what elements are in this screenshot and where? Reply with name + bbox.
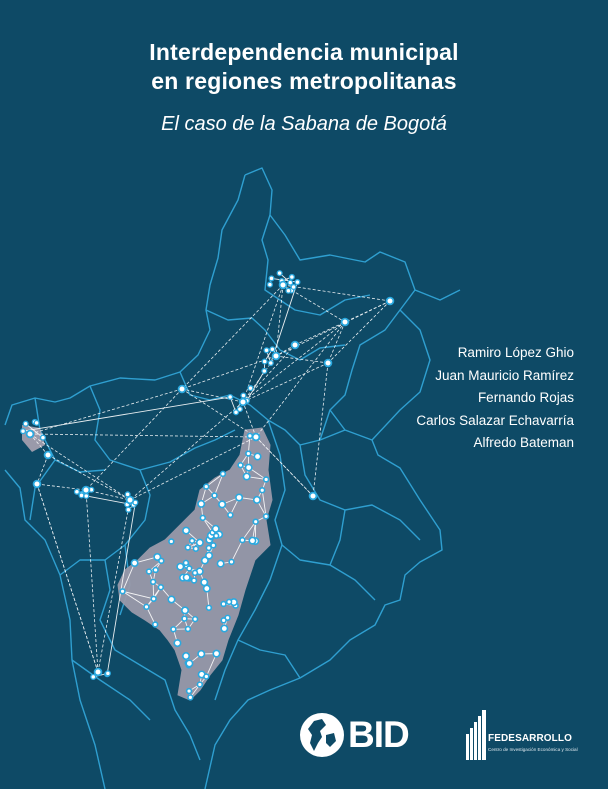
network-link (313, 363, 328, 496)
municipality-node (187, 689, 192, 694)
municipality-node (240, 399, 247, 406)
author-2: Juan Mauricio Ramírez (435, 367, 574, 383)
municipality-node (288, 280, 293, 285)
municipality-node (95, 669, 102, 676)
municipality-node (169, 539, 174, 544)
network-link (30, 389, 182, 434)
fedesarrollo-wordmark: FEDESARROLLO (488, 733, 572, 744)
municipality-node (219, 501, 225, 507)
municipality-node (158, 585, 163, 590)
municipality-node (236, 494, 242, 500)
municipality-node (126, 507, 131, 512)
municipality-node (91, 675, 96, 680)
municipality-node (254, 453, 260, 459)
municipality-node (186, 627, 191, 632)
municipality-node (45, 452, 52, 459)
municipality-node (131, 560, 137, 566)
municipality-node (27, 431, 34, 438)
municipality-node (183, 527, 189, 533)
municipality-node (212, 493, 217, 498)
municipality-node (174, 640, 180, 646)
municipality-node (249, 537, 255, 543)
network-link (256, 322, 345, 437)
municipality-node (192, 578, 197, 583)
network-link (37, 484, 98, 672)
author-3: Fernando Rojas (477, 390, 574, 405)
municipality-node (153, 568, 158, 573)
municipality-node (186, 660, 192, 666)
municipality-node (147, 569, 152, 574)
title-line-1: Interdependencia municipal (149, 39, 459, 65)
municipality-node (228, 395, 233, 400)
municipality-node (74, 489, 79, 494)
municipality-node (179, 386, 186, 393)
municipality-node (264, 514, 269, 519)
municipality-node (168, 596, 174, 602)
municipality-node (185, 545, 190, 550)
municipality-node (277, 271, 282, 276)
fedesarrollo-tagline: Centro de Investigación Económica y Social (488, 747, 578, 752)
municipality-node (190, 538, 195, 543)
municipality-node (197, 539, 203, 545)
municipality-node (295, 280, 300, 285)
municipality-node (291, 285, 296, 290)
network-link (37, 484, 86, 490)
municipality-node (243, 473, 249, 479)
municipality-node (234, 410, 239, 415)
municipality-node (204, 484, 209, 489)
municipality-node (262, 369, 267, 374)
network-link (328, 322, 345, 363)
municipality-node (153, 622, 158, 627)
municipality-node (200, 515, 205, 520)
municipality-node (183, 574, 189, 580)
municipality-node (264, 477, 269, 482)
municipality-node (292, 342, 299, 349)
municipality-node (248, 433, 253, 438)
municipality-node (188, 695, 193, 700)
fedesarrollo-logo (466, 708, 584, 762)
municipality-node (289, 275, 294, 280)
municipality-node (34, 481, 41, 488)
municipality-node (246, 451, 251, 456)
municipality-node (84, 494, 89, 499)
author-list (416, 342, 574, 455)
municipality-node (206, 552, 212, 558)
municipality-node (241, 393, 246, 398)
municipality-node (198, 501, 204, 507)
municipality-node (254, 497, 260, 503)
network-link (30, 434, 130, 500)
municipality-node (229, 559, 234, 564)
municipality-node (387, 298, 394, 305)
municipality-node (105, 671, 110, 676)
municipality-node (213, 650, 219, 656)
municipality-node (201, 579, 207, 585)
municipality-node (221, 625, 227, 631)
globe-icon (300, 713, 344, 757)
network-link (37, 455, 48, 484)
municipality-node (269, 276, 274, 281)
municipality-node (198, 651, 204, 657)
municipality-node (204, 585, 210, 591)
network-link (86, 490, 98, 672)
municipality-node (193, 546, 198, 551)
municipality-node (240, 538, 245, 543)
municipality-node (221, 471, 226, 476)
municipality-node (342, 319, 349, 326)
municipality-node (204, 674, 209, 679)
municipality-node (253, 434, 260, 441)
municipality-node (227, 599, 232, 604)
network-link (86, 389, 182, 490)
municipality-node (213, 526, 219, 532)
book-subtitle: El caso de la Sabana de Bogotá (161, 113, 447, 135)
author-5: Alfredo Bateman (473, 435, 574, 450)
municipality-node (183, 653, 189, 659)
municipality-node (21, 429, 26, 434)
municipality-node (182, 616, 187, 621)
municipality-node (264, 348, 269, 353)
municipality-node (310, 493, 317, 500)
municipality-node (262, 359, 267, 364)
municipality-node (273, 353, 280, 360)
municipality-node (248, 386, 253, 391)
municipality-node (193, 570, 198, 575)
municipality-node (151, 596, 156, 601)
municipality-node (127, 497, 134, 504)
municipality-node (187, 566, 192, 571)
municipality-node (34, 420, 39, 425)
municipality-node (154, 554, 160, 560)
municipality-node (268, 361, 273, 366)
municipality-node (151, 579, 156, 584)
network-link (30, 434, 256, 437)
network-link (283, 285, 390, 301)
title-line-2: en regiones metropolitanas (151, 68, 457, 94)
municipality-node (83, 487, 90, 494)
municipality-node (171, 627, 176, 632)
network-link (182, 285, 283, 389)
municipality-node (182, 607, 188, 613)
municipality-node (260, 488, 265, 493)
municipality-node (286, 288, 291, 293)
municipality-node (41, 435, 46, 440)
municipality-node (211, 543, 216, 548)
municipality-node (221, 602, 226, 607)
bid-wordmark: BID (348, 714, 409, 755)
municipality-node (120, 589, 125, 594)
network-link (48, 455, 130, 500)
municipality-node (270, 347, 275, 352)
municipality-node (217, 560, 223, 566)
author-1: Ramiro López Ghio (457, 345, 574, 360)
municipality-node (238, 463, 243, 468)
author-4: Carlos Salazar Echavarría (416, 412, 574, 428)
network-link (37, 484, 98, 672)
municipality-node (144, 604, 149, 609)
municipality-node (280, 282, 287, 289)
municipality-node (253, 519, 258, 524)
municipality-node (23, 421, 28, 426)
municipality-node (246, 464, 252, 470)
municipality-node (177, 564, 183, 570)
municipality-node (325, 360, 332, 367)
municipality-node (79, 493, 84, 498)
municipality-node (197, 682, 202, 687)
municipality-node (206, 605, 211, 610)
municipality-node (214, 533, 219, 538)
municipality-node (184, 560, 189, 565)
bid-logo (300, 712, 420, 758)
municipality-node (193, 617, 198, 622)
municipality-node (221, 618, 226, 623)
municipality-node (268, 282, 273, 287)
municipality-node (228, 513, 233, 518)
